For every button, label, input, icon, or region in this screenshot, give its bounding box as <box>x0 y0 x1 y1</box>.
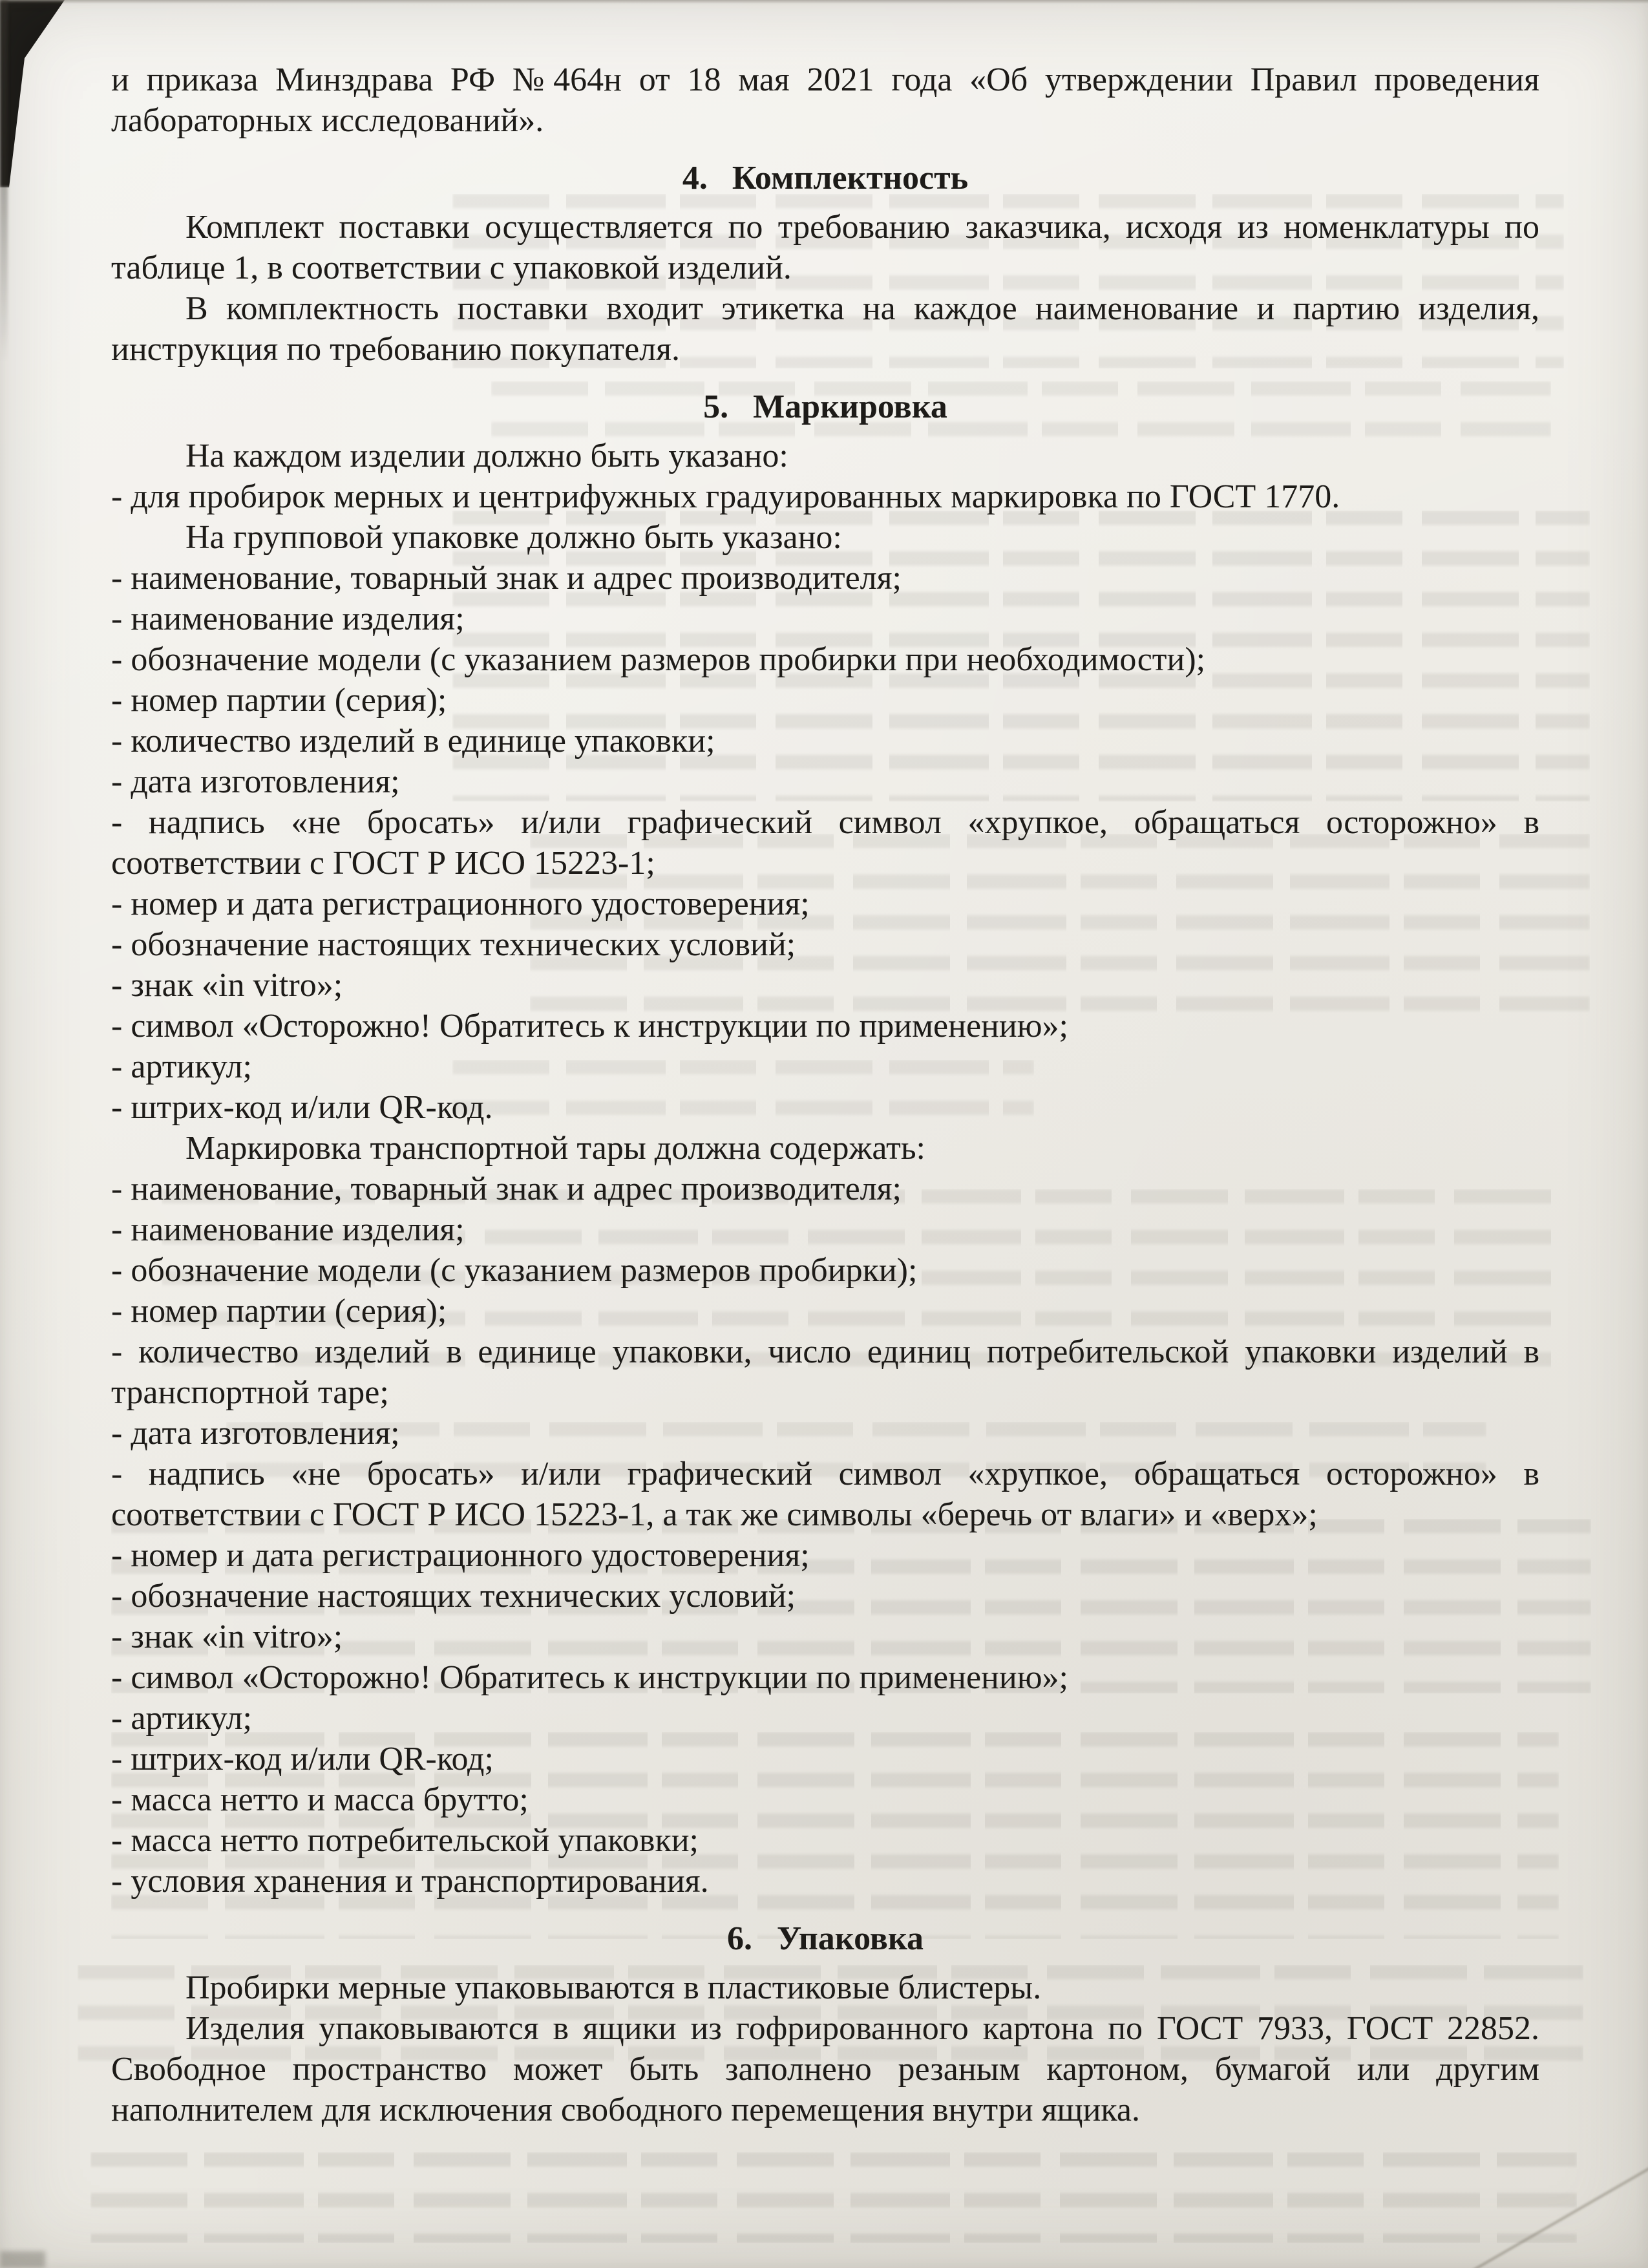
list-item: - символ «Осторожно! Обратитесь к инструкции по применению»; <box>111 1659 1068 1696</box>
list-item: - номер и дата регистрационного удостоверения; <box>111 1537 810 1574</box>
list-item: - дата изготовления; <box>111 763 400 800</box>
section-number: 5. <box>703 388 729 425</box>
list-item: - наименование изделия; <box>111 600 465 637</box>
list-item: - дата изготовления; <box>111 1415 400 1452</box>
paragraph: На каждом изделии должно быть указано: <box>185 438 788 474</box>
list-item: - условия хранения и транспортирования. <box>111 1863 709 1900</box>
list-item: - артикул; <box>111 1700 252 1737</box>
section-number: 4. <box>682 160 708 196</box>
list-item: - надпись «не бросать» и/или графический символ «хрупкое, обращаться осторожно» в соответствии с ГОСТ Р ИСО 15223-1; <box>111 804 1539 882</box>
list-item: - штрих-код и/или QR-код; <box>111 1741 494 1777</box>
list-item: - знак «in vitro»; <box>111 1618 343 1655</box>
list-item: - надпись «не бросать» и/или графический символ «хрупкое, обращаться осторожно» в соответствии с ГОСТ Р ИСО 15223-1, а так же символы «беречь от влаги» и «верх»; <box>111 1456 1539 1533</box>
list-item: - для пробирок мерных и центрифужных градуированных маркировка по ГОСТ 1770. <box>111 478 1340 515</box>
list-item: - обозначение настоящих технических условий; <box>111 926 796 963</box>
paragraph: На групповой упаковке должно быть указано: <box>185 519 842 556</box>
list-item: - штрих-код и/или QR-код. <box>111 1089 493 1126</box>
list-item: - номер партии (серия); <box>111 1293 447 1330</box>
paragraph: Пробирки мерные упаковываются в пластиковые блистеры. <box>185 1969 1042 2006</box>
bleedthrough-text <box>90 2152 1577 2243</box>
list-item: - обозначение модели (с указанием размеров пробирки); <box>111 1252 918 1289</box>
list-item: - номер и дата регистрационного удостоверения; <box>111 885 810 922</box>
section-heading <box>111 1918 1539 1959</box>
list-item: - обозначение настоящих технических условий; <box>111 1578 796 1615</box>
list-item: - масса нетто потребительской упаковки; <box>111 1822 699 1859</box>
section-title: Упаковка <box>776 1920 924 1957</box>
list-item: - наименование изделия; <box>111 1211 465 1248</box>
section-title: Комплектность <box>732 160 969 196</box>
list-item: - масса нетто и масса брутто; <box>111 1781 529 1818</box>
list-item: - количество изделий в единице упаковки, число единиц потребительской упаковки изделий в транспортной таре; <box>111 1333 1539 1411</box>
intro-paragraph: и приказа Минздрава РФ №464н от 18 мая 2021 года «Об утверждении Правил проведения лабораторных исследований». <box>111 61 1539 139</box>
list-item: - наименование, товарный знак и адрес производителя; <box>111 560 902 597</box>
scan-smudge <box>0 2251 45 2268</box>
section-number: 6. <box>726 1920 752 1957</box>
list-item: - наименование, товарный знак и адрес производителя; <box>111 1171 902 1207</box>
section-heading <box>111 158 1539 198</box>
paragraph: Комплект поставки осуществляется по требованию заказчика, исходя из номенклатуры по таблице 1, в соответствии с упаковкой изделий. <box>111 209 1539 286</box>
section-heading <box>111 387 1539 427</box>
list-item: - символ «Осторожно! Обратитесь к инструкции по применению»; <box>111 1008 1068 1044</box>
list-item: - артикул; <box>111 1048 252 1085</box>
paragraph: В комплектность поставки входит этикетка на каждое наименование и партию изделия, инструкция по требованию покупателя. <box>111 290 1539 368</box>
list-item: - знак «in vitro»; <box>111 967 343 1004</box>
sections <box>111 158 1539 2130</box>
paragraph: Маркировка транспортной тары должна содержать: <box>185 1130 925 1167</box>
section-title: Маркировка <box>753 388 947 425</box>
list-item: - обозначение модели (с указанием размеров пробирки при необходимости); <box>111 641 1206 678</box>
list-item: - номер партии (серия); <box>111 682 447 719</box>
paragraph: Изделия упаковываются в ящики из гофрированного картона по ГОСТ 7933, ГОСТ 22852. Свободное пространство может быть заполнено резаным картоном, бумагой или другим наполнителем для исключения свободного перемещения внутри ящика. <box>111 2010 1539 2128</box>
list-item: - количество изделий в единице упаковки; <box>111 723 715 759</box>
